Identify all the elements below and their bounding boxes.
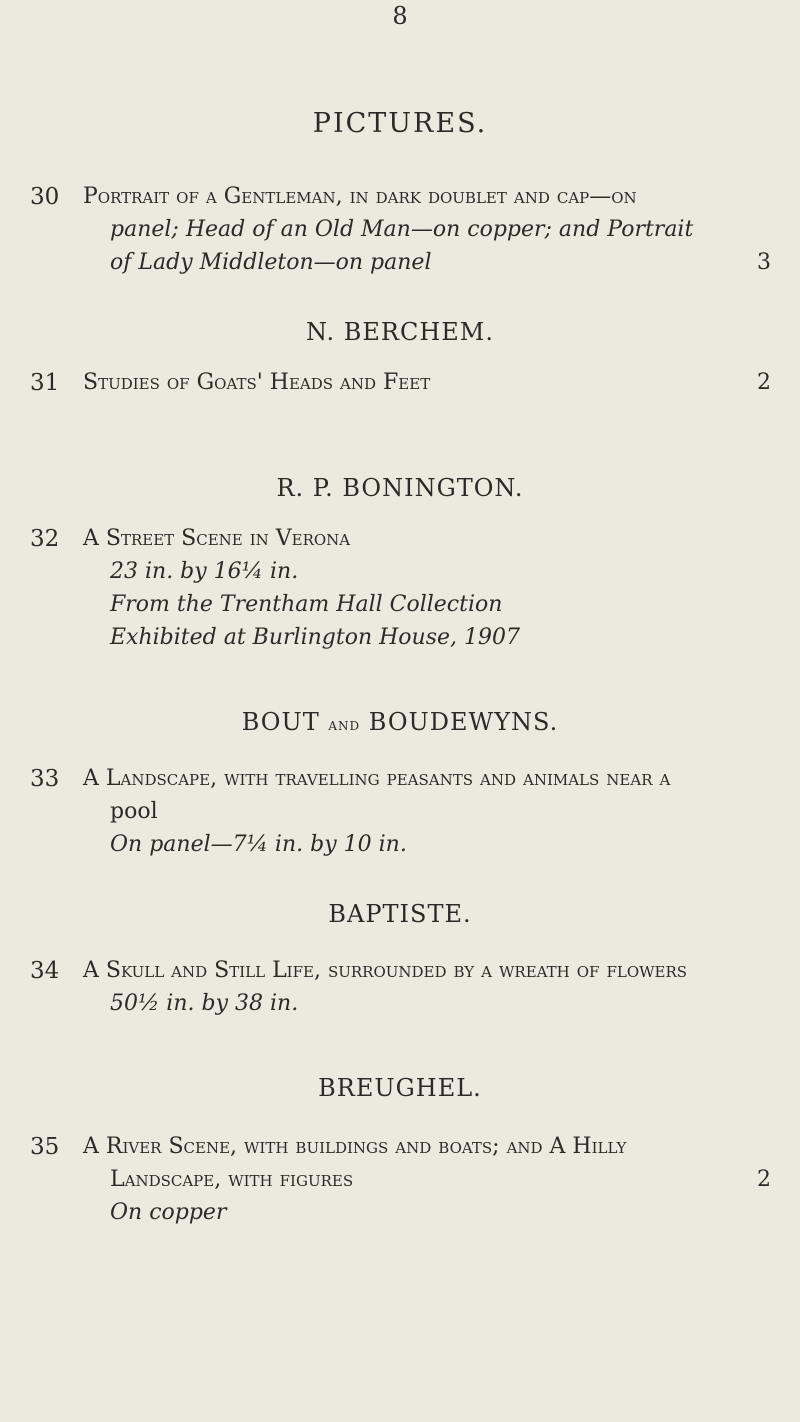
artist-heading: BREUGHEL. bbox=[318, 1074, 482, 1102]
artist-name: BOUDEWYNS. bbox=[368, 708, 559, 736]
page-title: PICTURES. bbox=[312, 108, 488, 139]
lot-quantity: 3 bbox=[757, 250, 771, 275]
lot-line: On panel—7¼ in. by 10 in. bbox=[110, 832, 407, 857]
lot-number: 32 bbox=[30, 526, 60, 552]
page-number: 8 bbox=[392, 2, 408, 30]
lot-line: panel; Head of an Old Man—on copper; and Portrait bbox=[110, 217, 694, 242]
lot-number: 35 bbox=[30, 1134, 60, 1160]
lot-line: 23 in. by 16¼ in. bbox=[110, 559, 299, 584]
artist-conjunction: and bbox=[328, 715, 361, 735]
lot-line: Studies of Goats' Heads and Feet bbox=[83, 370, 431, 395]
artist-heading: R. P. BONINGTON. bbox=[276, 474, 524, 502]
lot-line: pool bbox=[110, 799, 158, 824]
lot-line: On copper bbox=[110, 1200, 227, 1225]
artist-heading: N. BERCHEM. bbox=[306, 318, 494, 346]
lot-line: A River Scene, with buildings and boats; and A Hilly bbox=[83, 1134, 627, 1159]
artist-heading bbox=[0, 708, 800, 736]
lot-line: A Street Scene in Verona bbox=[83, 526, 351, 551]
lot-line: A Landscape, with travelling peasants and animals near a bbox=[83, 766, 671, 791]
lot-line: From the Trentham Hall Collection bbox=[110, 592, 503, 617]
lot-line: Landscape, with figures bbox=[110, 1167, 354, 1192]
lot-line: Portrait of a Gentleman, in dark doublet and cap—on bbox=[83, 184, 637, 209]
lot-line: Exhibited at Burlington House, 1907 bbox=[110, 625, 520, 650]
artist-name: BOUT bbox=[241, 708, 320, 736]
lot-line: 50½ in. by 38 in. bbox=[110, 991, 299, 1016]
lot-quantity: 2 bbox=[757, 1167, 771, 1192]
lot-quantity: 2 bbox=[757, 370, 771, 395]
artist-heading: BAPTISTE. bbox=[328, 900, 472, 928]
lot-line: of Lady Middleton—on panel bbox=[110, 250, 432, 275]
lot-number: 34 bbox=[30, 958, 60, 984]
lot-line: A Skull and Still Life, surrounded by a wreath of flowers bbox=[83, 958, 688, 983]
lot-number: 31 bbox=[30, 370, 60, 396]
lot-number: 33 bbox=[30, 766, 60, 792]
lot-number: 30 bbox=[30, 184, 60, 210]
